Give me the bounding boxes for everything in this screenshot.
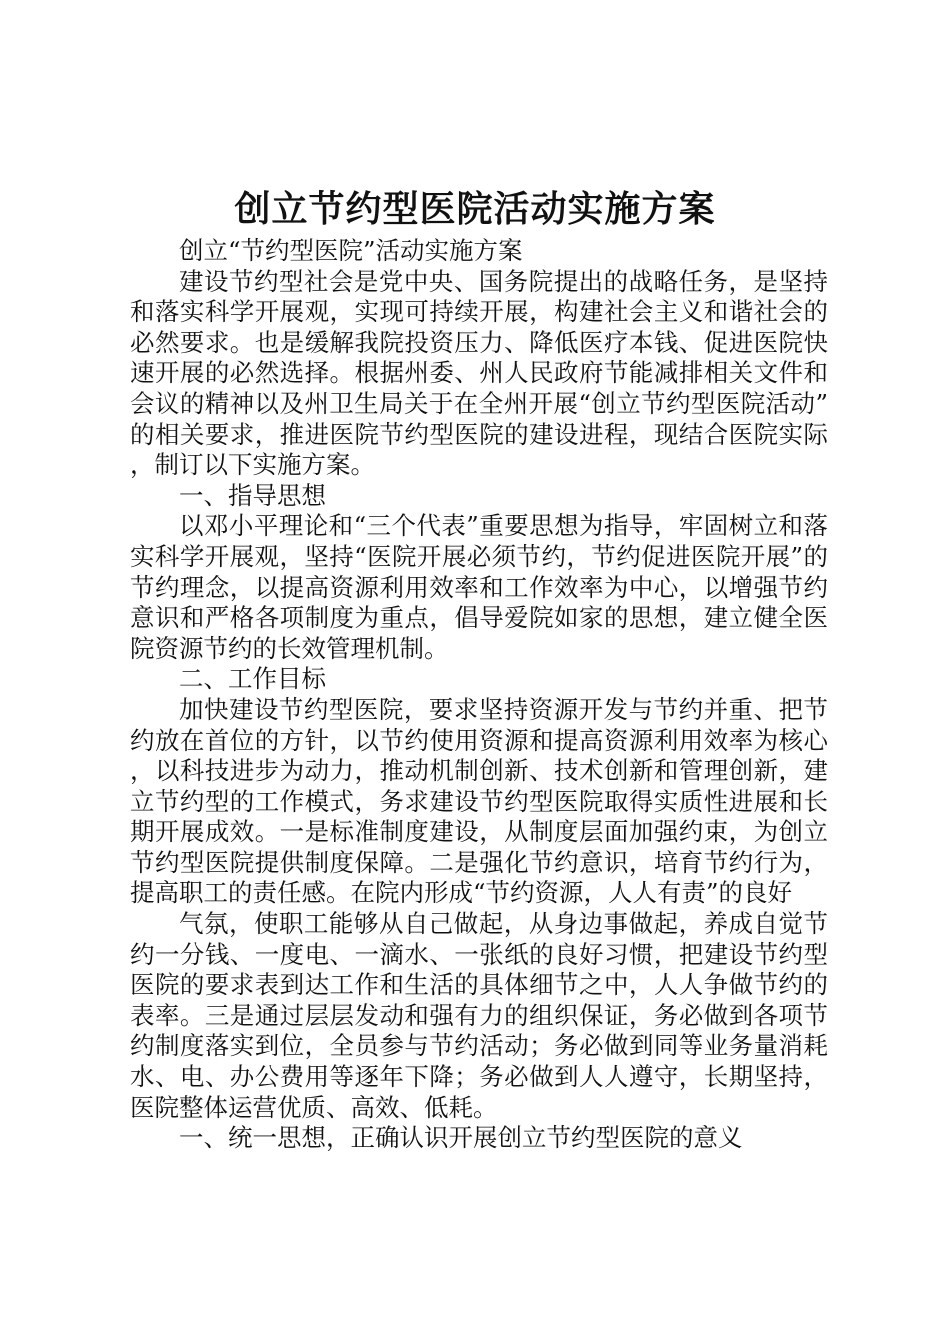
paragraph-intro: 建设节约型社会是党中央、国务院提出的战略任务，是坚持和落实科学开展观，实现可持续开展，构建社会主义和谐社会的必然要求。也是缓解我院投资压力、降低医疗本钱、促进医院快速开展的必然选择。根据州委、州人民政府节能减排相关文件和会议的精神以及州卫生局关于在全州开展“创立节约型医院活动”的相关要求，推进医院节约型医院的建设进程，现结合医院实际，制订以下实施方案。	[130, 266, 828, 480]
heading-work-goals: 二、工作目标	[179, 664, 326, 694]
heading-guiding-thought: 一、指导思想	[179, 480, 326, 510]
document-title: 创立节约型医院活动实施方案	[234, 188, 716, 230]
paragraph-guiding-thought: 以邓小平理论和“三个代表”重要思想为指导，牢固树立和落实科学开展观，坚持“医院开展必须节约，节约促进医院开展”的节约理念，以提高资源利用效率和工作效率为中心，以增强节约意识和严格各项制度为重点，倡导爱院如家的思想，建立健全医院资源节约的长效管理机制。	[130, 511, 828, 663]
paragraph-work-goals: 加快建设节约型医院，要求坚持资源开发与节约并重、把节约放在首位的方针，以节约使用资源和提高资源利用效率为核心，以科技进步为动力，推动机制创新、技术创新和管理创新，建立节约型的工作模式，务求建设节约型医院取得实质性进展和长期开展成效。一是标准制度建设，从制度层面加强约束，为创立节约型医院提供制度保障。二是强化节约意识，培育节约行为，提高职工的责任感。在院内形成“节约资源，人人有责”的良好	[130, 694, 828, 908]
document-body	[130, 236, 828, 1154]
heading-unify-thinking: 一、统一思想，正确认识开展创立节约型医院的意义	[179, 1123, 743, 1153]
paragraph-atmosphere: 气氛，使职工能够从自己做起，从身边事做起，养成自觉节约一分钱、一度电、一滴水、一张纸的良好习惯，把建设节约型医院的要求表到达工作和生活的具体细节之中，人人争做节约的表率。三是通过层层发动和强有力的组织保证，务必做到各项节约制度落实到位，全员参与节约活动；务必做到同等业务量消耗水、电、办公费用等逐年下降；务必做到人人遵守，长期坚持，医院整体运营优质、高效、低耗。	[130, 909, 828, 1122]
paragraph-subtitle: 创立“节约型医院”活动实施方案	[179, 236, 523, 265]
